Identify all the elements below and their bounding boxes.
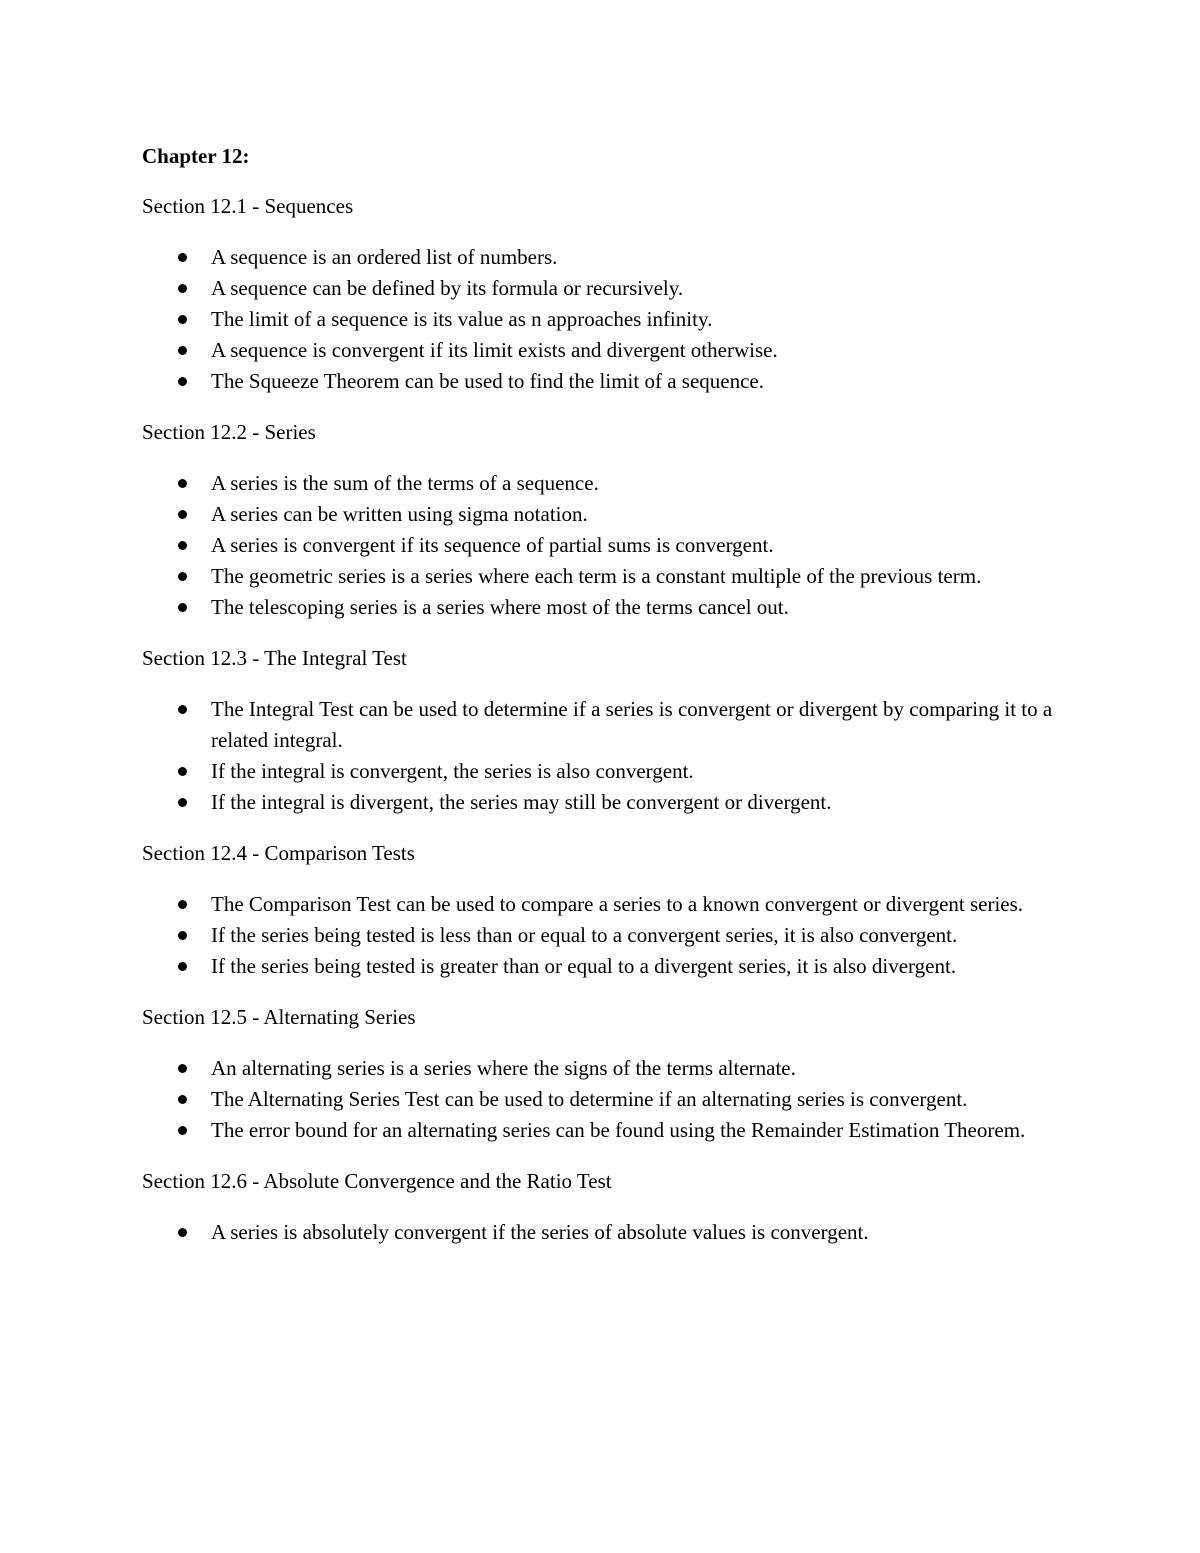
list-item [142, 242, 1082, 273]
bullet-list [142, 1053, 1082, 1146]
list-item-text: If the series being tested is greater than or equal to a divergent series, it is also divergent. [211, 954, 957, 978]
bullet-icon [178, 1095, 187, 1104]
section-heading: Section 12.2 - Series [142, 420, 316, 444]
bullet-icon [178, 253, 187, 262]
list-item-text: A series can be written using sigma notation. [211, 502, 588, 526]
bullet-icon [178, 1064, 187, 1073]
list-item-text: The geometric series is a series where each term is a constant multiple of the previous term. [211, 564, 982, 588]
section-12-5 [142, 1002, 1082, 1146]
list-item-text: The error bound for an alternating series can be found using the Remainder Estimation Theorem. [211, 1118, 1026, 1142]
list-item [142, 561, 1082, 592]
section-12-6 [142, 1166, 1082, 1248]
bullet-icon [178, 479, 187, 488]
list-item [142, 1217, 1082, 1248]
list-item-text: A sequence is convergent if its limit exists and divergent otherwise. [211, 338, 778, 362]
list-item-text: If the integral is divergent, the series may still be convergent or divergent. [211, 790, 832, 814]
list-item [142, 366, 1082, 397]
bullet-icon [178, 962, 187, 971]
list-item-text: If the integral is convergent, the series is also convergent. [211, 759, 694, 783]
bullet-icon [178, 377, 187, 386]
list-item [142, 787, 1082, 818]
list-item [142, 1053, 1082, 1084]
bullet-icon [178, 705, 187, 714]
section-12-3 [142, 643, 1082, 818]
list-item-text: An alternating series is a series where the signs of the terms alternate. [211, 1056, 796, 1080]
list-item [142, 304, 1082, 335]
bullet-icon [178, 541, 187, 550]
list-item [142, 1115, 1082, 1146]
section-heading: Section 12.3 - The Integral Test [142, 646, 407, 670]
bullet-list [142, 1217, 1082, 1248]
list-item [142, 694, 1082, 756]
list-item-text: A series is absolutely convergent if the series of absolute values is convergent. [211, 1220, 869, 1244]
list-item [142, 1084, 1082, 1115]
list-item-text: A series is the sum of the terms of a sequence. [211, 471, 599, 495]
list-item [142, 530, 1082, 561]
list-item [142, 468, 1082, 499]
bullet-icon [178, 603, 187, 612]
list-item-text: The Integral Test can be used to determine if a series is convergent or divergent by comparing it to a related integral. [211, 697, 1053, 752]
bullet-icon [178, 315, 187, 324]
section-heading: Section 12.4 - Comparison Tests [142, 841, 415, 865]
bullet-icon [178, 510, 187, 519]
bullet-icon [178, 900, 187, 909]
list-item [142, 756, 1082, 787]
bullet-icon [178, 931, 187, 940]
bullet-list [142, 889, 1082, 982]
list-item-text: A sequence is an ordered list of numbers. [211, 245, 558, 269]
bullet-icon [178, 767, 187, 776]
section-12-1 [142, 191, 1082, 397]
list-item [142, 335, 1082, 366]
list-item-text: The Comparison Test can be used to compare a series to a known convergent or divergent series. [211, 892, 1024, 916]
list-item [142, 499, 1082, 530]
list-item [142, 951, 1082, 982]
section-heading: Section 12.6 - Absolute Convergence and the Ratio Test [142, 1169, 612, 1193]
list-item-text: The Alternating Series Test can be used to determine if an alternating series is convergent. [211, 1087, 968, 1111]
list-item [142, 273, 1082, 304]
list-item-text: A sequence can be defined by its formula or recursively. [211, 276, 684, 300]
list-item-text: The Squeeze Theorem can be used to find the limit of a sequence. [211, 369, 764, 393]
chapter-title: Chapter 12: [142, 144, 250, 168]
section-12-4 [142, 838, 1082, 982]
section-heading: Section 12.1 - Sequences [142, 194, 354, 218]
bullet-icon [178, 798, 187, 807]
bullet-icon [178, 572, 187, 581]
list-item [142, 592, 1082, 623]
bullet-list [142, 468, 1082, 623]
bullet-icon [178, 346, 187, 355]
list-item [142, 920, 1082, 951]
bullet-list [142, 242, 1082, 397]
section-12-2 [142, 417, 1082, 623]
document-content [142, 141, 1082, 1268]
list-item-text: The telescoping series is a series where most of the terms cancel out. [211, 595, 789, 619]
bullet-icon [178, 1126, 187, 1135]
list-item-text: If the series being tested is less than or equal to a convergent series, it is also convergent. [211, 923, 958, 947]
bullet-list [142, 694, 1082, 818]
list-item-text: The limit of a sequence is its value as n approaches infinity. [211, 307, 713, 331]
list-item-text: A series is convergent if its sequence of partial sums is convergent. [211, 533, 774, 557]
section-heading: Section 12.5 - Alternating Series [142, 1005, 416, 1029]
bullet-icon [178, 1228, 187, 1237]
bullet-icon [178, 284, 187, 293]
list-item [142, 889, 1082, 920]
